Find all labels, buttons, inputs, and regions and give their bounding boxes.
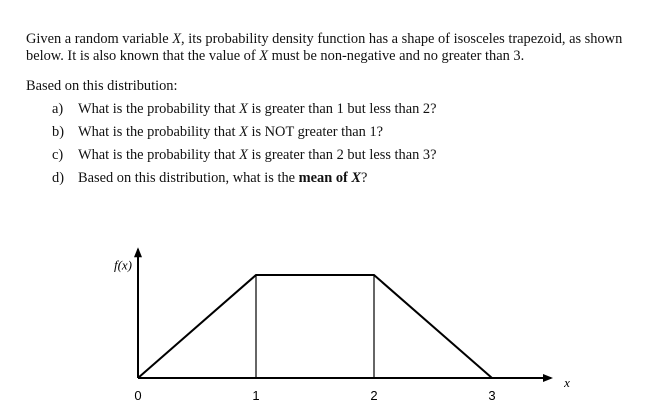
- question-bold-text: mean of: [298, 170, 352, 186]
- intro-var-x-2: X: [259, 48, 269, 64]
- x-tick-label: 2: [370, 388, 378, 403]
- x-tick-label: 0: [134, 388, 142, 403]
- x-axis-label: x: [564, 375, 570, 390]
- question-text-after: is greater than 2 but less than 3?: [247, 147, 437, 163]
- x-tick-label: 1: [252, 388, 260, 403]
- question-text-before: What is the probability that: [78, 101, 240, 117]
- question-text-before: Based on this distribution, what is the: [78, 170, 299, 186]
- pdf-curve: [138, 275, 492, 378]
- question-letter: a): [52, 101, 64, 117]
- question-text-after: is greater than 1 but less than 2?: [247, 101, 437, 117]
- question-var-x: X: [351, 170, 362, 186]
- question-text-before: What is the probability that: [78, 147, 240, 163]
- based-on-heading: Based on this distribution:: [26, 78, 178, 94]
- question-letter: b): [52, 124, 64, 140]
- question-text-before: What is the probability that: [78, 124, 240, 140]
- question-text-after: ?: [361, 170, 368, 186]
- problem-intro: [26, 31, 644, 65]
- question-var-x: X: [239, 147, 248, 163]
- question-letter: d): [52, 170, 64, 186]
- intro-middle: , its probability density function has a shape of isosceles trapezoid, as shown below. It is also known that the value of: [26, 31, 623, 64]
- intro-var-x-1: X: [172, 31, 182, 47]
- question-a: [52, 101, 436, 124]
- y-axis-label: f(x): [113, 257, 132, 273]
- question-b: [52, 124, 436, 147]
- question-var-x: X: [239, 101, 248, 117]
- question-list: [52, 101, 436, 193]
- intro-after: must be non-negative and no greater than 3.: [268, 48, 525, 64]
- question-c: [52, 147, 436, 170]
- x-tick-label: 3: [488, 388, 496, 403]
- question-d: [52, 170, 436, 193]
- question-text-after: is NOT greater than 1?: [247, 124, 384, 140]
- intro-before: Given a random variable: [26, 31, 173, 47]
- pdf-trapezoid-chart: [90, 230, 570, 410]
- question-bold-mean: [299, 170, 361, 186]
- question-letter: c): [52, 147, 64, 163]
- question-var-x: X: [239, 124, 248, 140]
